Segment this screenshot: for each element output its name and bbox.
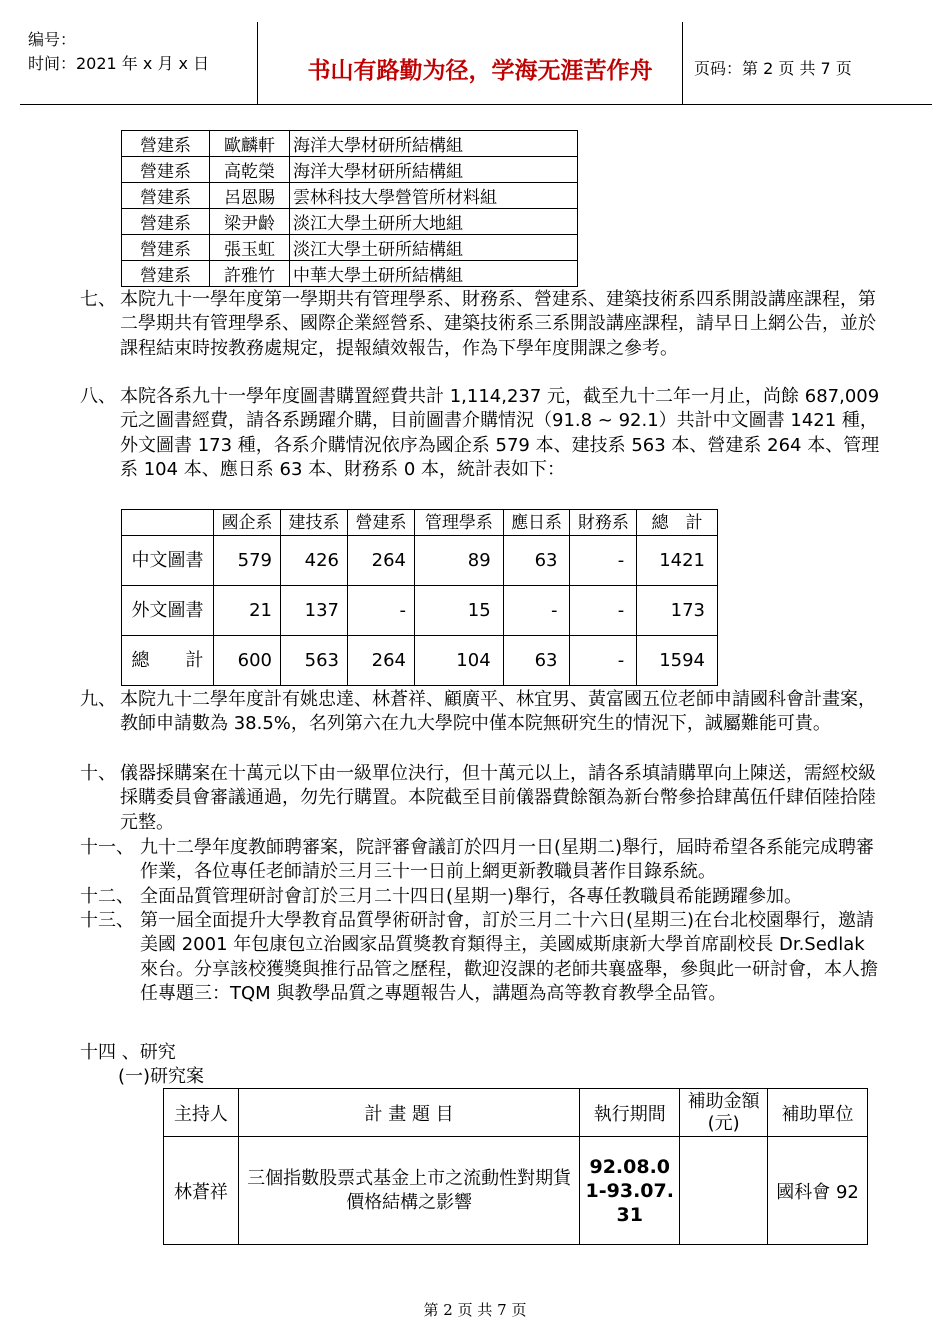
value-cell: 137 <box>281 586 348 636</box>
value-cell: 21 <box>214 586 281 636</box>
item-text: 全面品質管理研討會訂於三月二十四日(星期一)舉行，各專任教職員希能踴躍參加。 <box>140 886 803 907</box>
item-number: 八、 <box>80 386 116 407</box>
name-cell: 歐麟軒 <box>210 131 290 157</box>
period-cell: 92.08.01-93.07.31 <box>580 1137 680 1245</box>
name-cell: 梁尹齡 <box>210 209 290 235</box>
value-cell: 63 <box>503 636 570 686</box>
research-subheading: (一)研究案 <box>118 1066 205 1087</box>
table-row <box>122 157 578 183</box>
page-header <box>20 22 932 105</box>
value-cell: - <box>570 636 637 686</box>
table-row <box>122 536 718 586</box>
value-cell: 89 <box>415 536 504 586</box>
dept-cell: 營建系 <box>122 235 210 261</box>
amount-cell <box>680 1137 768 1245</box>
item-text: 第一屆全面提升大學教育品質學術研討會，訂於三月二十六日(星期三)在台北校園舉行，邀請美國 2001 年包康包立治國家品質獎教育類得主，美國威斯康新大學首席副校長 Dr.Sedlak 來台。分享該校獲獎與推行品管之歷程，歡迎沒課的老師共襄盛舉，參與此一研討會，本人擔任專題三：TQM 與教學品質之專題報告人，講題為高等教育教學全品管。 <box>140 910 878 1004</box>
item-number: 十、 <box>80 763 116 784</box>
item-number: 九、 <box>80 689 116 710</box>
header-page-info: 页码：第 2 页 共 7 页 <box>694 59 852 78</box>
value-cell: 600 <box>214 636 281 686</box>
table-row <box>122 586 718 636</box>
row-label: 總 計 <box>122 636 214 686</box>
value-cell: 426 <box>281 536 348 586</box>
dept-cell: 營建系 <box>122 209 210 235</box>
header-cell: 計 畫 題 目 <box>238 1089 579 1137</box>
value-cell: 1594 <box>637 636 718 686</box>
school-cell: 雲林科技大學營管所材料組 <box>290 183 578 209</box>
value-cell: 173 <box>637 586 718 636</box>
name-cell: 許雅竹 <box>210 261 290 287</box>
item-thirteen <box>80 909 880 1034</box>
value-cell: 579 <box>214 536 281 586</box>
dept-cell: 營建系 <box>122 261 210 287</box>
item-text: 本院各系九十一學年度圖書購置經費共計 1,114,237 元，截至九十二年一月止，尚餘 687,009 元之圖書經費，請各系踴躍介購，目前圖書介購情況（91.8 ~ 92.1）共計中文圖書 1421 種，外文圖書 173 種，各系介購情況依序為國企系 579 本、建技系 563 本、營建系 264 本、管理系 104 本、應日系 63 本、財務系 0 本，統計表如下： <box>120 386 880 480</box>
book-statistics-table <box>121 509 718 686</box>
header-cell: 營建系 <box>348 510 415 536</box>
value-cell: 104 <box>415 636 504 686</box>
value-cell: 264 <box>348 536 415 586</box>
item-twelve <box>80 885 880 910</box>
students-table <box>121 130 578 287</box>
table-header-row <box>122 510 718 536</box>
pi-cell: 林蒼祥 <box>164 1137 239 1245</box>
header-cell: 國企系 <box>214 510 281 536</box>
item-text: 本院九十一學年度第一學期共有管理學系、財務系、營建系、建築技術系四系開設講座課程，第二學期共有管理學系、國際企業經營系、建築技術系三系開設講座課程，請早日上網公告，並於課程結束時按教務處規定，提報績效報告，作為下學年度開課之參考。 <box>120 289 876 359</box>
school-cell: 淡江大學土研所大地組 <box>290 209 578 235</box>
dept-cell: 營建系 <box>122 157 210 183</box>
sponsor-cell: 國科會 92 <box>768 1137 868 1245</box>
dept-cell: 營建系 <box>122 131 210 157</box>
table-row <box>122 636 718 686</box>
value-cell: 63 <box>503 536 570 586</box>
value-cell: - <box>503 586 570 636</box>
header-cell: 財務系 <box>570 510 637 536</box>
table-row <box>122 131 578 157</box>
header-cell: 執行期間 <box>580 1089 680 1137</box>
value-cell: - <box>570 536 637 586</box>
header-cell: 管理學系 <box>415 510 504 536</box>
row-label: 中文圖書 <box>122 536 214 586</box>
value-cell: 1421 <box>637 536 718 586</box>
value-cell: - <box>570 586 637 636</box>
name-cell: 呂恩賜 <box>210 183 290 209</box>
item-nine <box>80 688 880 763</box>
item-text: 儀器採購案在十萬元以下由一級單位決行，但十萬元以上，請各系填請購單向上陳送，需經校級採購委員會審議通過，勿先行購置。本院截至目前儀器費餘額為新台幣參拾肆萬伍仟肆佰陸拾陸元整。 <box>120 763 876 833</box>
header-cell: 應日系 <box>503 510 570 536</box>
school-cell: 中華大學土研所結構組 <box>290 261 578 287</box>
item-seven <box>80 288 880 388</box>
table-row <box>122 183 578 209</box>
value-cell: 563 <box>281 636 348 686</box>
header-cell: 建技系 <box>281 510 348 536</box>
item-number: 十三、 <box>80 910 134 931</box>
header-divider <box>682 22 683 105</box>
table-header-row <box>164 1089 868 1137</box>
table-row <box>122 261 578 287</box>
name-cell: 張玉虹 <box>210 235 290 261</box>
time-label: 时间：2021 年 x 月 x 日 <box>28 54 210 73</box>
school-cell: 海洋大學材研所結構組 <box>290 157 578 183</box>
value-cell: - <box>348 586 415 636</box>
header-cell: 主持人 <box>164 1089 239 1137</box>
item-number: 七、 <box>80 289 116 310</box>
header-cell <box>122 510 214 536</box>
header-cell: 補助金額(元) <box>680 1089 768 1137</box>
item-text: 本院九十二學年度計有姚忠達、林蒼祥、顧廣平、林宜男、黃富國五位老師申請國科會計畫案，教師申請數為 38.5%，名列第六在九大學院中僅本院無研究生的情況下，誠屬難能可貴。 <box>120 689 876 735</box>
page-footer: 第 2 页 共 7 页 <box>423 1301 527 1319</box>
row-label: 外文圖書 <box>122 586 214 636</box>
header-cell: 補助單位 <box>768 1089 868 1137</box>
item-ten <box>80 762 880 837</box>
header-meta <box>28 28 209 76</box>
table-row <box>164 1137 868 1245</box>
header-motto: 书山有路勤为径，学海无涯苦作舟 <box>307 57 653 84</box>
school-cell: 海洋大學材研所結構組 <box>290 131 578 157</box>
name-cell: 高乾榮 <box>210 157 290 183</box>
item-eleven <box>80 836 880 886</box>
header-cell: 總 計 <box>637 510 718 536</box>
item-number: 十二、 <box>80 886 134 907</box>
value-cell: 264 <box>348 636 415 686</box>
project-title-cell: 三個指數股票式基金上市之流動性對期貨價格結構之影響 <box>238 1137 579 1245</box>
item-eight <box>80 385 880 509</box>
item-text: 九十二學年度教師聘審案，院評審會議訂於四月一日(星期二)舉行，屆時希望各系能完成聘審作業，各位專任老師請於三月三十一日前上網更新教職員著作目錄系統。 <box>140 837 875 883</box>
item-number: 十一、 <box>80 837 134 858</box>
number-label: 编号： <box>28 30 77 49</box>
dept-cell: 營建系 <box>122 183 210 209</box>
value-cell: 15 <box>415 586 504 636</box>
item-fourteen-heading: 十四 、研究 <box>80 1042 176 1063</box>
table-row <box>122 235 578 261</box>
school-cell: 淡江大學土研所結構組 <box>290 235 578 261</box>
table-row <box>122 209 578 235</box>
research-projects-table <box>163 1088 868 1245</box>
